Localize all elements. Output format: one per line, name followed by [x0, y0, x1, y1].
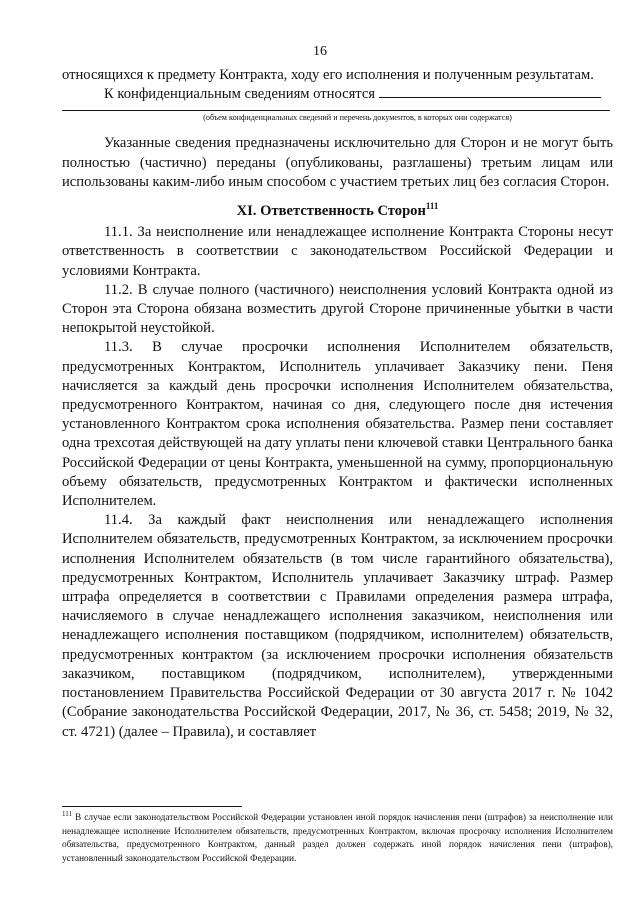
confidential-info-blank-line: [62, 110, 610, 111]
confidential-info-row: [62, 85, 613, 104]
page-number: 16: [313, 44, 327, 59]
section-title: [62, 202, 613, 221]
confidential-info-caption: (объем конфиденциальных сведений и перечень документов, в которых они содержатся): [203, 113, 512, 123]
confidential-info-label: К конфиденциальным сведениям относятся: [104, 86, 376, 103]
confidentiality-paragraph: Указанные сведения предназначены исключительно для Сторон и не могут быть полностью (частично) переданы (опубликованы, разглашены) третьим лицам или использованы каким-либо иным способом с участием третьих лиц без согласия Сторон.: [62, 135, 613, 190]
footnote-separator: [62, 806, 242, 807]
continuation-line: относящихся к предмету Контракта, ходу его исполнения и полученным результатам.: [62, 67, 594, 83]
clause-11-1: 11.1. За неисполнение или ненадлежащее исполнение Контракта Стороны несут ответственность в соответствии с законодательством Российской Федерации и условиями Контракта.: [62, 224, 613, 279]
clause-11-2: 11.2. В случае полного (частичного) неисполнения условий Контракта одной из Сторон эта Сторона обязана возместить другой Стороне причиненные убытки в части непокрытой неустойкой.: [62, 281, 613, 337]
document-body: [62, 66, 613, 742]
clause-11-4: 11.4. За каждый факт неисполнения или ненадлежащего исполнения Исполнителем обязательств, предусмотренных Контрактом, за исключением просрочки исполнения Исполнителем обязательств (в том числе гарантийного обязательства), предусмотренных Контрактом, Исполнитель уплачивает Заказчику штраф. Размер штрафа определяется в соответствии с Правилами определения размера штрафа, начисляемого в случае ненадлежащего исполнения заказчиком, неисполнения или ненадлежащего исполнения поставщиком (подрядчиком, исполнителем) обязательств, предусмотренных контрактом (за исключением просрочки исполнения обязательств заказчиком, поставщиком (подрядчиком, исполнителем), утвержденными постановлением Правительства Российской Федерации от 30 августа 2017 г. № 1042 (Собрание законодательства Российской Федерации, 2017, № 36, ст. 5458; 2019, № 32, ст. 4721) (далее – Правила), и составляет: [62, 512, 613, 740]
footnote-text: В случае если законодательством Российской Федерации установлен иной порядок начисления пени (штрафов) за неисполнение или ненадлежащее исполнение Исполнителем обязательств, предусмотренных Контрактом, включая просрочку исполнения Исполнителем обязательства, предусмотренного Контрактом, данный раздел должен содержать иной порядок начисления пени (штрафов), установленный законодательством Российской Федерации.: [62, 813, 613, 864]
clause-11-3: 11.3. В случае просрочки исполнения Исполнителем обязательств, предусмотренных Контрактом, Исполнитель уплачивает Заказчику пени. Пеня начисляется за каждый день просрочки исполнения Исполнителем обязательства, предусмотренного Контрактом, начиная со дня, следующего после дня истечения установленного Контрактом срока исполнения обязательства. Размер пени составляет одна трехсотая действующей на дату уплаты пени ключевой ставки Центрального банка Российской Федерации от цены Контракта, уменьшенной на сумму, пропорциональную объему обязательств, предусмотренных Контрактом и фактически исполненных Исполнителем.: [62, 339, 613, 510]
section-title-text: XI. Ответственность Сторон: [236, 203, 426, 220]
footnote-marker: 111: [62, 809, 72, 818]
footnote-reference: 111: [425, 201, 439, 212]
confidential-info-blank: [379, 85, 601, 98]
footnote: [62, 809, 613, 866]
